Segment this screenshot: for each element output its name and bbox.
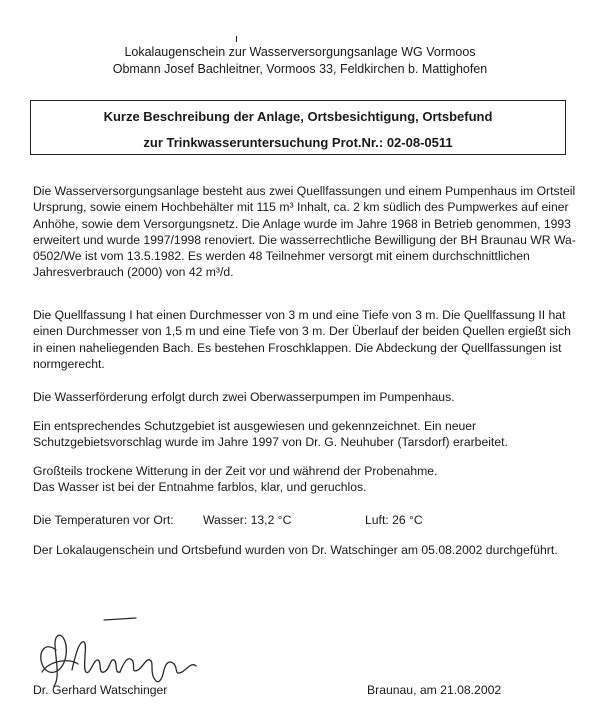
margin-mark <box>236 36 237 42</box>
paragraph-text: Die Wasserversorgungsanlage besteht aus zwei Quellfassungen und einem Pumpenhaus im Ortsteil Ursprung, sowie einem Hochbehälter mit 115 m³ Inhalt, ca. 2 km südlich des Pumpwerkes auf einer Anhöhe, sowie dem Versorgungsnetz. Die Anlage wurde im Jahre 1968 in Betrieb genommen, 1993 erweitert und wurde 1997/1998 renoviert. Die wasserrechtliche Bewilligung der BH Braunau WR Wa-0502/We ist vom 13.5.1982. Es werden 48 Teilnehmer versorgt mit einem durchschnittlichen Jahresverbrauch (2000) von 42 m³/d. <box>33 184 576 280</box>
paragraph-line: Großteils trockene Witterung in der Zeit vor und während der Probenahme. <box>33 464 438 478</box>
header-line-2: Obmann Josef Bachleitner, Vormoos 33, Feldkirchen b. Mattighofen <box>112 62 488 76</box>
document-header <box>0 44 600 78</box>
paragraph-protection-zone <box>33 418 578 451</box>
paragraph-spring-capture <box>33 307 578 372</box>
paragraph-inspection <box>33 542 578 558</box>
header-line-1: Lokalaugenschein zur Wasserversorgungsanlage WG Vormoos <box>124 45 476 59</box>
title-line-1: Kurze Beschreibung der Anlage, Ortsbesichtigung, Ortsbefund <box>103 109 493 124</box>
paragraph-weather-water <box>33 463 578 496</box>
signer-name: Dr. Gerhard Watschinger <box>33 683 168 697</box>
water-temperature: Wasser: 13,2 °C <box>203 513 292 527</box>
air-temperature: Luft: 26 °C <box>365 513 423 527</box>
handwritten-signature <box>14 600 214 690</box>
title-box <box>30 100 566 155</box>
paragraph-text: Die Quellfassung I hat einen Durchmesser von 3 m und eine Tiefe von 3 m. Die Quellfassung II hat einen Durchmesser von 1,5 m und eine Tiefe von 3 m. Der Überlauf der beiden Quellen ergießt sich in einen naheliegenden Bach. Es bestehen Froschklappen. Die Abdeckung der Quellfassungen ist normgerecht. <box>33 308 571 371</box>
paragraph-text: Ein entsprechendes Schutzgebiet ist ausgewiesen und gekennzeichnet. Ein neuer Schutzgebietsvorschlag wurde im Jahre 1997 von Dr. G. Neuhuber (Tarsdorf) erarbeitet. <box>33 419 508 450</box>
paragraph-text: Der Lokalaugenschein und Ortsbefund wurden von Dr. Watschinger am 05.08.2002 durchgeführt. <box>33 543 558 557</box>
paragraph-text: Die Wasserförderung erfolgt durch zwei Oberwasserpumpen im Pumpenhaus. <box>33 390 455 404</box>
paragraph-facility-description <box>33 183 578 281</box>
paragraph-pumping <box>33 389 578 405</box>
paragraph-line: Das Wasser ist bei der Entnahme farblos, klar, und geruchlos. <box>33 480 367 495</box>
temperatures-row <box>33 512 578 528</box>
place-and-date: Braunau, am 21.08.2002 <box>367 683 502 697</box>
title-line-2: zur Trinkwasseruntersuchung Prot.Nr.: 02-08-0511 <box>143 135 453 150</box>
temperatures-label: Die Temperaturen vor Ort: <box>33 513 174 527</box>
